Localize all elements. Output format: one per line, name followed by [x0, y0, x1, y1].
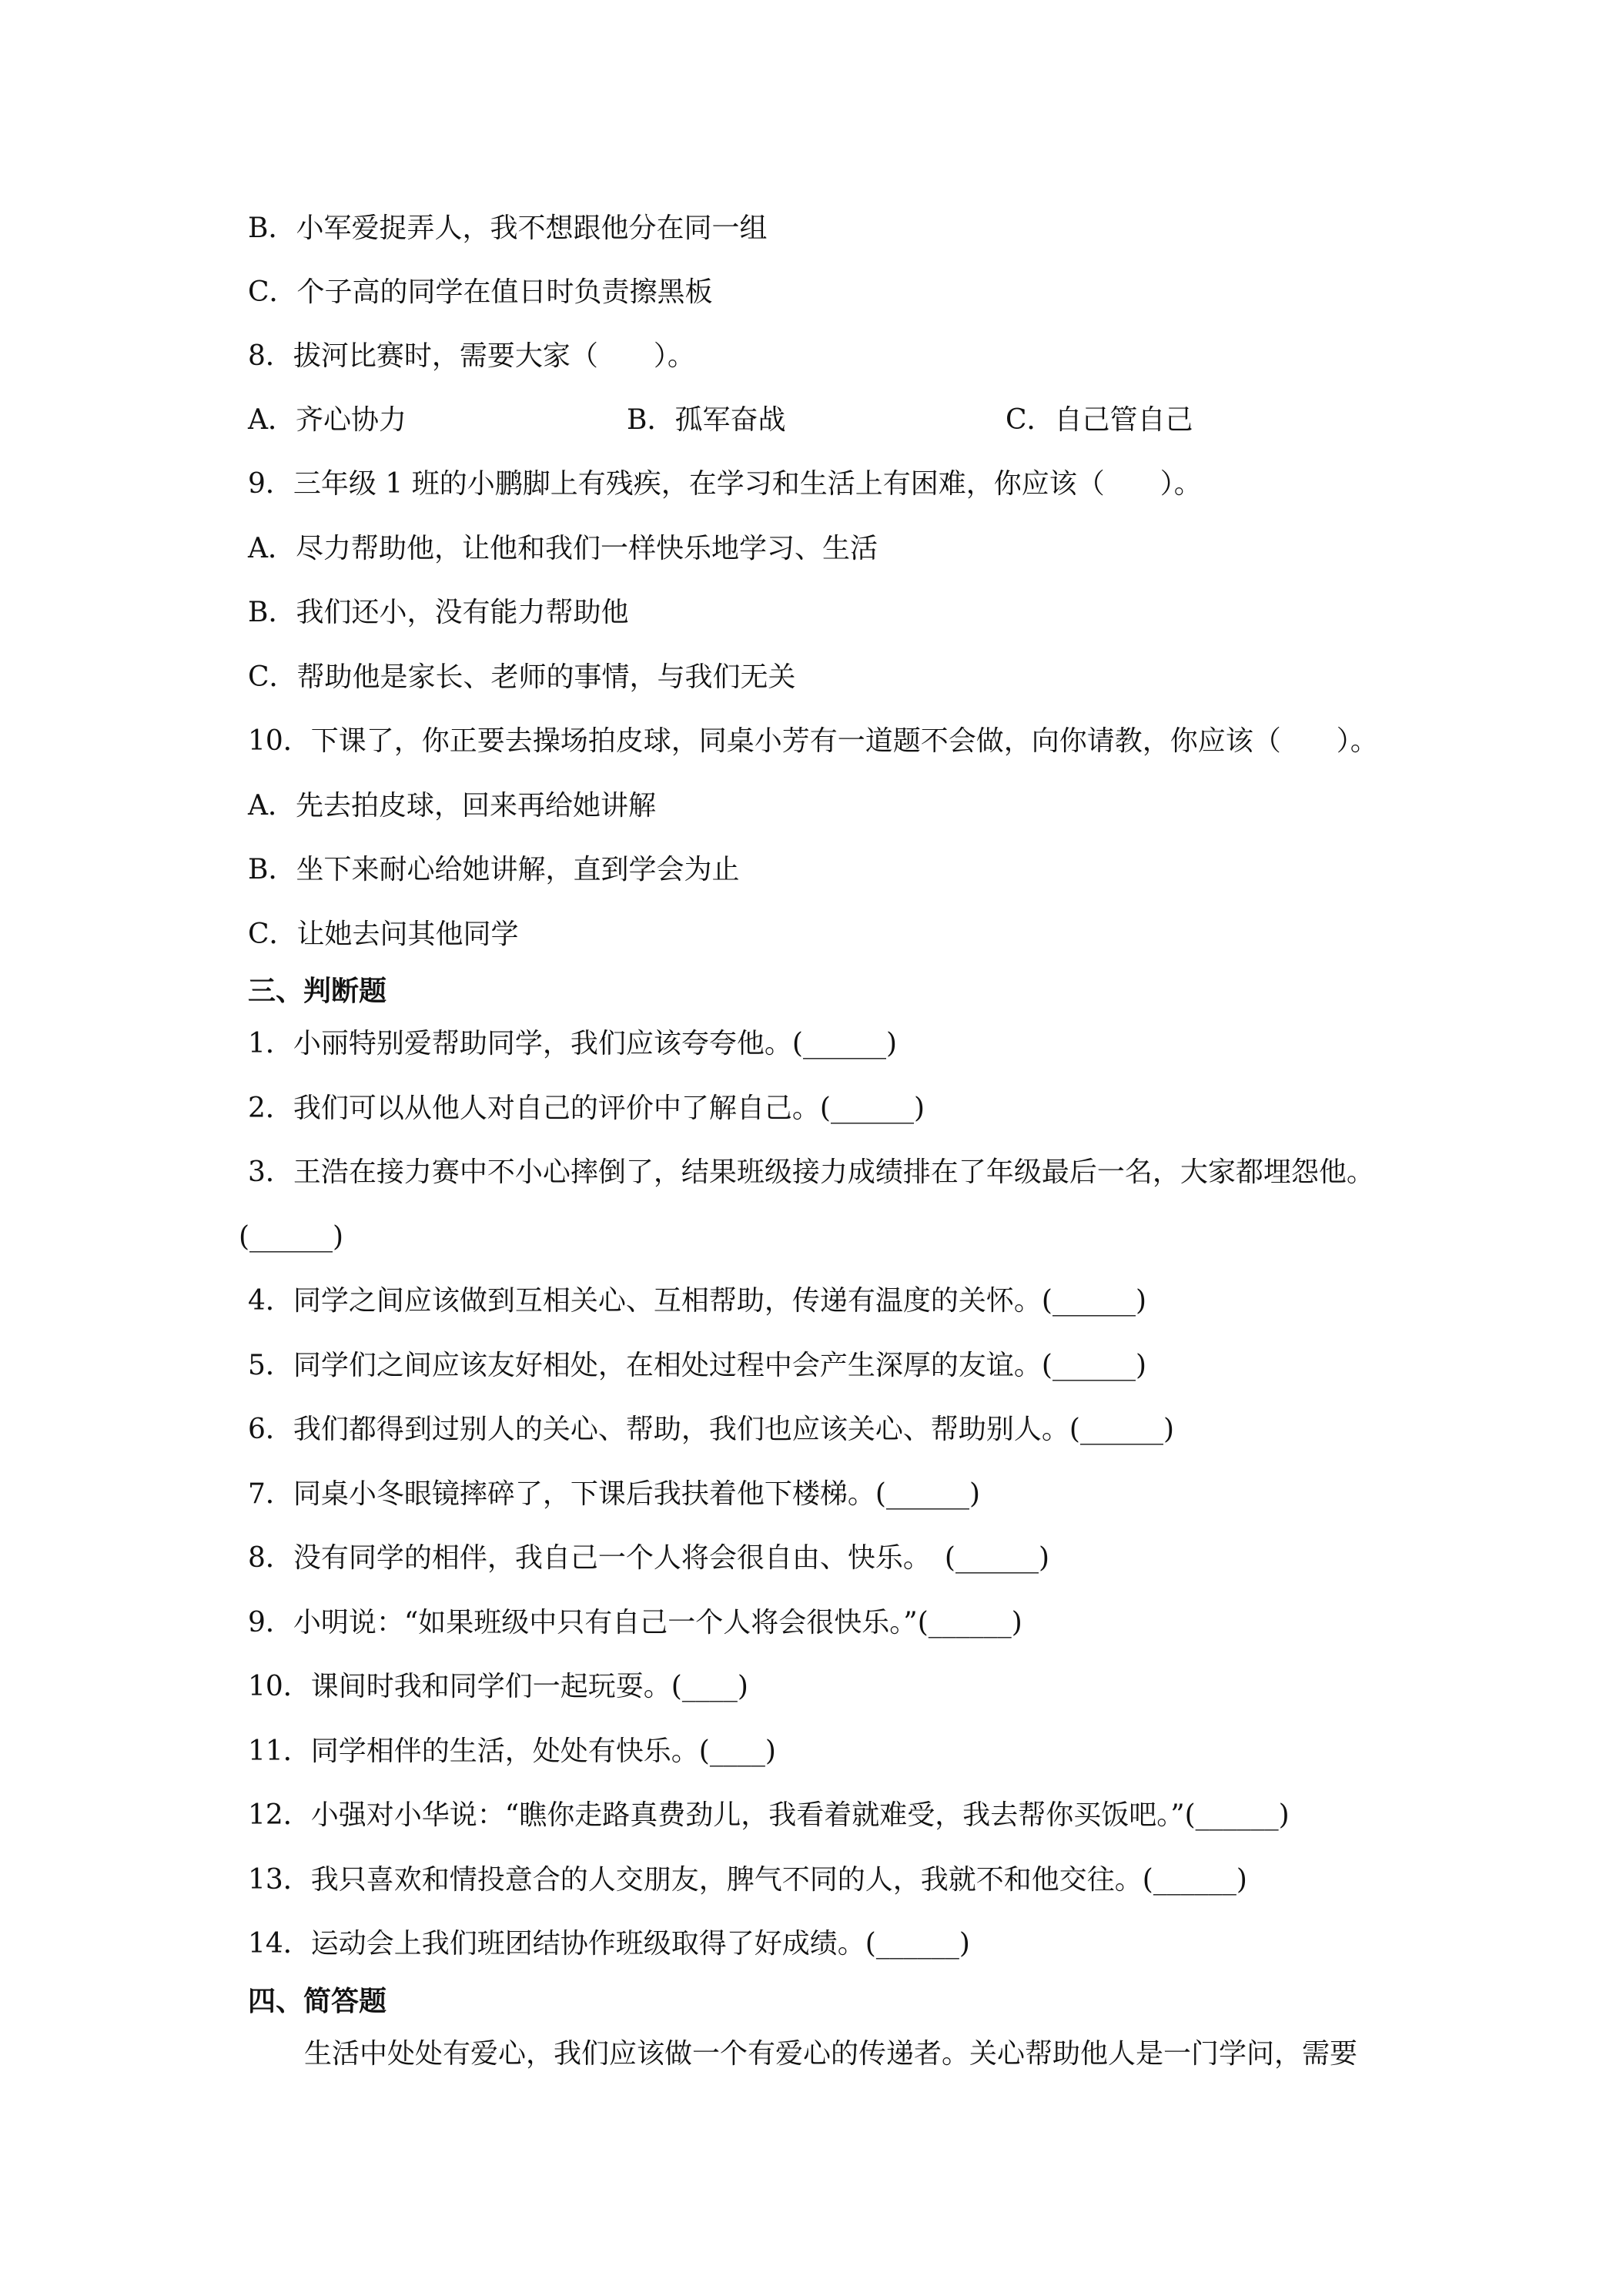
q10-option-b: B．坐下来耐心给她讲解，直到学会为止 [248, 854, 740, 885]
q7-option-b: B．小军爱捉弄人，我不想跟他分在同一组 [248, 213, 768, 244]
judge-item-5: 5．同学们之间应该友好相处，在相处过程中会产生深厚的友谊。(______) [248, 1350, 1146, 1381]
section-4-intro: 生活中处处有爱心，我们应该做一个有爱心的传递者。关心帮助他人是一门学问，需要 [304, 2038, 1358, 2070]
q9-stem: 9．三年级 1 班的小鹏脚上有残疾，在学习和生活上有困难，你应该（ ）。 [248, 468, 1202, 500]
section-4-title: 四、简答题 [248, 1985, 387, 2017]
q8-options-row [248, 401, 1403, 440]
judge-item-4: 4．同学之间应该做到互相关心、互相帮助，传递有温度的关怀。(______) [248, 1285, 1146, 1317]
q10-option-a: A．先去拍皮球，回来再给她讲解 [248, 790, 656, 822]
q8-option-c: C．自己管自己 [1006, 404, 1193, 436]
section-3-title: 三、判断题 [248, 975, 387, 1007]
q9-option-a: A．尽力帮助他，让他和我们一样快乐地学习、生活 [248, 533, 878, 564]
q9-option-c: C．帮助他是家长、老师的事情，与我们无关 [248, 661, 796, 693]
judge-item-9: 9．小明说：“如果班级中只有自己一个人将会很快乐。”(______) [248, 1607, 1022, 1638]
q8-option-b: B．孤军奋战 [627, 404, 786, 436]
judge-item-13: 13．我只喜欢和情投意合的人交朋友，脾气不同的人，我就不和他交往。(______) [248, 1864, 1247, 1896]
judge-item-8: 8．没有同学的相伴，我自己一个人将会很自由、快乐。 (______) [248, 1542, 1049, 1574]
judge-item-3: 3．王浩在接力赛中不小心摔倒了，结果班级接力成绩排在了年级最后一名，大家都埋怨他。 [248, 1156, 1374, 1188]
judge-item-12: 12．小强对小华说：“瞧你走路真费劲儿，我看着就难受，我去帮你买饭吧。”(______) [248, 1799, 1290, 1831]
judge-item-2: 2．我们可以从他人对自己的评价中了解自己。(______) [248, 1093, 925, 1124]
judge-item-10: 10．课间时我和同学们一起玩耍。(____) [248, 1671, 748, 1702]
judge-item-7: 7．同桌小冬眼镜摔碎了，下课后我扶着他下楼梯。(______) [248, 1478, 980, 1510]
q8-option-a: A．齐心协力 [248, 404, 407, 436]
judge-item-3-blank: (______) [239, 1221, 344, 1253]
q7-option-c: C．个子高的同学在值日时负责擦黑板 [248, 276, 713, 308]
q9-option-b: B．我们还小，没有能力帮助他 [248, 597, 629, 628]
judge-item-6: 6．我们都得到过别人的关心、帮助，我们也应该关心、帮助别人。(______) [248, 1414, 1174, 1445]
judge-item-11: 11．同学相伴的生活，处处有快乐。(____) [248, 1735, 776, 1767]
judge-item-1: 1．小丽特别爱帮助同学，我们应该夸夸他。(______) [248, 1028, 897, 1059]
q8-stem: 8．拔河比赛时，需要大家（ ）。 [248, 340, 695, 372]
judge-item-14: 14．运动会上我们班团结协作班级取得了好成绩。(______) [248, 1928, 970, 1960]
q10-option-c: C．让她去问其他同学 [248, 919, 519, 950]
q10-stem: 10．下课了，你正要去操场拍皮球，同桌小芳有一道题不会做，向你请教，你应该（ ）。 [248, 725, 1378, 757]
